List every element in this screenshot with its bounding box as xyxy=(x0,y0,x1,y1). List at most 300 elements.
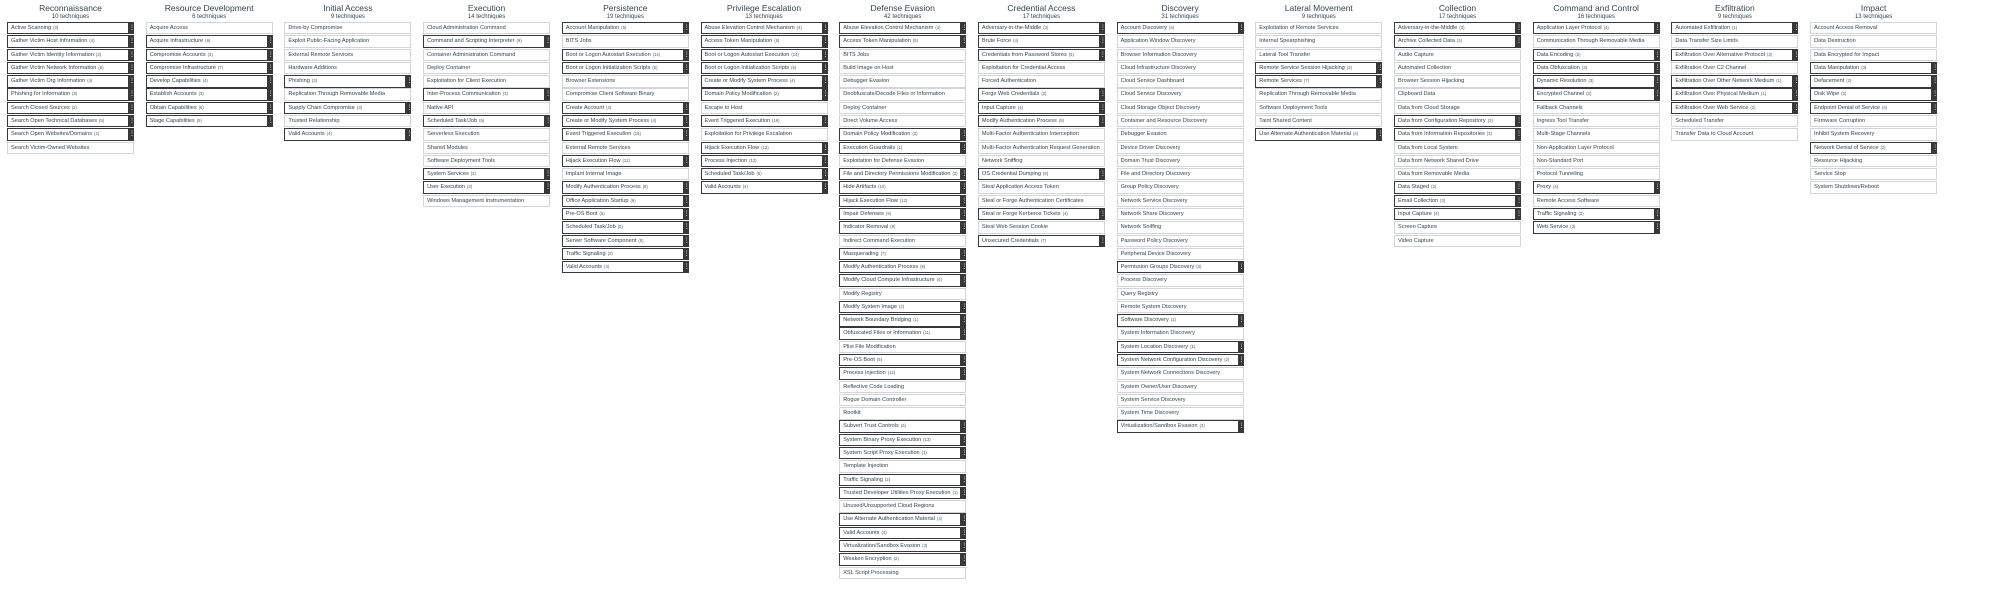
vertical-ellipsis-icon[interactable]: ⋮ xyxy=(1654,184,1661,191)
technique-cell[interactable] xyxy=(562,208,689,220)
technique-cell[interactable] xyxy=(146,102,273,114)
vertical-ellipsis-icon[interactable]: ⋮ xyxy=(683,25,690,31)
technique-cell[interactable] xyxy=(423,35,550,47)
technique-cell[interactable] xyxy=(839,22,966,34)
technique-cell[interactable] xyxy=(1394,128,1521,140)
vertical-ellipsis-icon[interactable]: ⋮ xyxy=(683,131,690,138)
vertical-ellipsis-icon[interactable]: ⋮ xyxy=(961,277,968,284)
technique-cell[interactable] xyxy=(978,62,1105,74)
vertical-ellipsis-icon[interactable]: ⋮ xyxy=(1238,264,1245,271)
technique-cell[interactable] xyxy=(1533,221,1660,233)
technique-cell[interactable] xyxy=(562,75,689,87)
vertical-ellipsis-icon[interactable]: ⋮ xyxy=(961,370,968,377)
technique-cell[interactable] xyxy=(839,407,966,419)
vertical-ellipsis-icon[interactable]: ⋮ xyxy=(267,117,274,124)
technique-cell[interactable] xyxy=(423,102,550,114)
vertical-ellipsis-icon[interactable]: ⋮ xyxy=(683,184,690,191)
technique-cell[interactable] xyxy=(1671,128,1798,140)
vertical-ellipsis-icon[interactable]: ⋮ xyxy=(822,171,829,178)
technique-cell[interactable] xyxy=(1810,142,1937,154)
technique-cell[interactable] xyxy=(1533,128,1660,140)
vertical-ellipsis-icon[interactable]: ⋮ xyxy=(129,131,135,138)
technique-cell[interactable] xyxy=(839,460,966,472)
tactic-header[interactable] xyxy=(1117,3,1244,22)
vertical-ellipsis-icon[interactable]: ⋮ xyxy=(1516,38,1522,45)
technique-cell[interactable] xyxy=(284,49,411,61)
technique-cell[interactable] xyxy=(978,235,1105,247)
vertical-ellipsis-icon[interactable]: ⋮ xyxy=(961,224,968,231)
technique-cell[interactable] xyxy=(1394,142,1521,154)
vertical-ellipsis-icon[interactable]: ⋮ xyxy=(1793,51,1800,58)
vertical-ellipsis-icon[interactable]: ⋮ xyxy=(1238,25,1245,31)
technique-cell[interactable] xyxy=(1533,102,1660,114)
vertical-ellipsis-icon[interactable]: ⋮ xyxy=(961,423,968,430)
vertical-ellipsis-icon[interactable]: ⋮ xyxy=(545,171,552,178)
vertical-ellipsis-icon[interactable]: ⋮ xyxy=(961,529,968,536)
vertical-ellipsis-icon[interactable]: ⋮ xyxy=(545,117,552,124)
technique-cell[interactable] xyxy=(1117,314,1244,326)
vertical-ellipsis-icon[interactable]: ⋮ xyxy=(1932,144,1939,151)
vertical-ellipsis-icon[interactable]: ⋮ xyxy=(961,450,968,456)
vertical-ellipsis-icon[interactable]: ⋮ xyxy=(1099,117,1106,124)
technique-cell[interactable] xyxy=(701,35,828,47)
technique-cell[interactable] xyxy=(1117,221,1244,233)
technique-cell[interactable] xyxy=(1117,354,1244,366)
technique-cell[interactable] xyxy=(7,115,134,127)
technique-cell[interactable] xyxy=(1533,208,1660,220)
tactic-header[interactable] xyxy=(1394,3,1521,22)
technique-cell[interactable] xyxy=(978,88,1105,100)
vertical-ellipsis-icon[interactable]: ⋮ xyxy=(1654,25,1661,31)
technique-cell[interactable] xyxy=(1117,155,1244,167)
technique-cell[interactable] xyxy=(839,527,966,539)
technique-cell[interactable] xyxy=(1117,301,1244,313)
vertical-ellipsis-icon[interactable]: ⋮ xyxy=(545,38,552,45)
technique-cell[interactable] xyxy=(1117,22,1244,34)
technique-cell[interactable] xyxy=(839,49,966,61)
technique-cell[interactable] xyxy=(1533,49,1660,61)
vertical-ellipsis-icon[interactable]: ⋮ xyxy=(1238,357,1245,364)
tactic-header[interactable] xyxy=(7,3,134,22)
vertical-ellipsis-icon[interactable]: ⋮ xyxy=(1654,78,1661,85)
technique-cell[interactable] xyxy=(839,487,966,499)
technique-cell[interactable] xyxy=(1255,88,1382,100)
vertical-ellipsis-icon[interactable]: ⋮ xyxy=(1932,78,1939,85)
technique-cell[interactable] xyxy=(839,128,966,140)
technique-cell[interactable] xyxy=(1117,327,1244,339)
technique-cell[interactable] xyxy=(701,142,828,154)
vertical-ellipsis-icon[interactable]: ⋮ xyxy=(1099,104,1106,111)
technique-cell[interactable] xyxy=(284,128,411,140)
technique-cell[interactable] xyxy=(1810,155,1937,167)
technique-cell[interactable] xyxy=(1117,420,1244,432)
vertical-ellipsis-icon[interactable]: ⋮ xyxy=(961,357,968,364)
vertical-ellipsis-icon[interactable]: ⋮ xyxy=(1654,51,1661,58)
technique-cell[interactable] xyxy=(1117,102,1244,114)
technique-cell[interactable] xyxy=(1255,115,1382,127)
technique-cell[interactable] xyxy=(978,75,1105,87)
technique-cell[interactable] xyxy=(839,102,966,114)
vertical-ellipsis-icon[interactable]: ⋮ xyxy=(1099,25,1106,31)
technique-cell[interactable] xyxy=(978,208,1105,220)
technique-cell[interactable] xyxy=(839,35,966,47)
vertical-ellipsis-icon[interactable]: ⋮ xyxy=(1516,197,1522,204)
technique-cell[interactable] xyxy=(1671,102,1798,114)
tactic-header[interactable] xyxy=(701,3,828,22)
vertical-ellipsis-icon[interactable]: ⋮ xyxy=(822,38,829,45)
technique-cell[interactable] xyxy=(1533,155,1660,167)
technique-cell[interactable] xyxy=(839,513,966,525)
technique-cell[interactable] xyxy=(562,102,689,114)
vertical-ellipsis-icon[interactable]: ⋮ xyxy=(683,51,690,58)
technique-cell[interactable] xyxy=(701,75,828,87)
technique-cell[interactable] xyxy=(1117,394,1244,406)
technique-cell[interactable] xyxy=(839,567,966,579)
technique-cell[interactable] xyxy=(7,142,134,154)
technique-cell[interactable] xyxy=(423,142,550,154)
technique-cell[interactable] xyxy=(146,35,273,47)
technique-cell[interactable] xyxy=(562,115,689,127)
vertical-ellipsis-icon[interactable]: ⋮ xyxy=(822,25,829,31)
vertical-ellipsis-icon[interactable]: ⋮ xyxy=(1793,91,1800,98)
technique-cell[interactable] xyxy=(1394,88,1521,100)
vertical-ellipsis-icon[interactable]: ⋮ xyxy=(129,78,135,85)
vertical-ellipsis-icon[interactable]: ⋮ xyxy=(822,117,829,124)
vertical-ellipsis-icon[interactable]: ⋮ xyxy=(129,117,135,124)
technique-cell[interactable] xyxy=(1394,102,1521,114)
technique-cell[interactable] xyxy=(839,354,966,366)
vertical-ellipsis-icon[interactable]: ⋮ xyxy=(683,224,690,231)
tactic-header[interactable] xyxy=(839,3,966,22)
technique-cell[interactable] xyxy=(839,434,966,446)
technique-cell[interactable] xyxy=(562,22,689,34)
technique-cell[interactable] xyxy=(839,474,966,486)
technique-cell[interactable] xyxy=(1117,274,1244,286)
tactic-header[interactable] xyxy=(146,3,273,22)
technique-cell[interactable] xyxy=(1671,62,1798,74)
vertical-ellipsis-icon[interactable]: ⋮ xyxy=(1377,131,1384,138)
vertical-ellipsis-icon[interactable]: ⋮ xyxy=(961,25,968,31)
vertical-ellipsis-icon[interactable]: ⋮ xyxy=(822,91,829,98)
technique-cell[interactable] xyxy=(978,22,1105,34)
technique-cell[interactable] xyxy=(423,181,550,193)
technique-cell[interactable] xyxy=(1533,168,1660,180)
technique-cell[interactable] xyxy=(839,288,966,300)
technique-cell[interactable] xyxy=(701,181,828,193)
vertical-ellipsis-icon[interactable]: ⋮ xyxy=(267,104,274,111)
technique-cell[interactable] xyxy=(1810,62,1937,74)
technique-cell[interactable] xyxy=(1117,367,1244,379)
vertical-ellipsis-icon[interactable]: ⋮ xyxy=(1654,210,1661,217)
technique-cell[interactable] xyxy=(701,88,828,100)
vertical-ellipsis-icon[interactable]: ⋮ xyxy=(961,250,968,257)
technique-cell[interactable] xyxy=(284,22,411,34)
technique-cell[interactable] xyxy=(562,168,689,180)
technique-cell[interactable] xyxy=(423,62,550,74)
vertical-ellipsis-icon[interactable]: ⋮ xyxy=(1932,64,1939,71)
technique-cell[interactable] xyxy=(1117,128,1244,140)
technique-cell[interactable] xyxy=(1117,261,1244,273)
technique-cell[interactable] xyxy=(839,540,966,552)
technique-cell[interactable] xyxy=(701,168,828,180)
vertical-ellipsis-icon[interactable]: ⋮ xyxy=(129,51,135,58)
technique-cell[interactable] xyxy=(7,49,134,61)
technique-cell[interactable] xyxy=(7,35,134,47)
technique-cell[interactable] xyxy=(146,22,273,34)
vertical-ellipsis-icon[interactable]: ⋮ xyxy=(1238,343,1245,350)
technique-cell[interactable] xyxy=(839,142,966,154)
vertical-ellipsis-icon[interactable]: ⋮ xyxy=(961,556,968,563)
vertical-ellipsis-icon[interactable]: ⋮ xyxy=(961,264,968,271)
technique-cell[interactable] xyxy=(839,314,966,326)
technique-cell[interactable] xyxy=(1117,35,1244,47)
technique-cell[interactable] xyxy=(1394,155,1521,167)
technique-cell[interactable] xyxy=(1117,235,1244,247)
technique-cell[interactable] xyxy=(423,49,550,61)
technique-cell[interactable] xyxy=(1394,208,1521,220)
technique-cell[interactable] xyxy=(1117,49,1244,61)
technique-cell[interactable] xyxy=(839,327,966,339)
technique-cell[interactable] xyxy=(562,35,689,47)
technique-cell[interactable] xyxy=(146,75,273,87)
vertical-ellipsis-icon[interactable]: ⋮ xyxy=(1099,38,1106,45)
technique-cell[interactable] xyxy=(1255,128,1382,140)
vertical-ellipsis-icon[interactable]: ⋮ xyxy=(961,38,968,45)
technique-cell[interactable] xyxy=(562,49,689,61)
technique-cell[interactable] xyxy=(1255,35,1382,47)
vertical-ellipsis-icon[interactable]: ⋮ xyxy=(822,78,829,85)
technique-cell[interactable] xyxy=(978,195,1105,207)
technique-cell[interactable] xyxy=(701,115,828,127)
vertical-ellipsis-icon[interactable]: ⋮ xyxy=(961,171,968,178)
vertical-ellipsis-icon[interactable]: ⋮ xyxy=(1793,78,1800,85)
technique-cell[interactable] xyxy=(562,155,689,167)
vertical-ellipsis-icon[interactable]: ⋮ xyxy=(1099,210,1106,217)
technique-cell[interactable] xyxy=(839,274,966,286)
technique-cell[interactable] xyxy=(1394,35,1521,47)
technique-cell[interactable] xyxy=(1255,62,1382,74)
vertical-ellipsis-icon[interactable]: ⋮ xyxy=(961,542,968,549)
technique-cell[interactable] xyxy=(978,102,1105,114)
technique-cell[interactable] xyxy=(423,128,550,140)
technique-cell[interactable] xyxy=(1394,22,1521,34)
technique-cell[interactable] xyxy=(1117,288,1244,300)
technique-cell[interactable] xyxy=(562,62,689,74)
vertical-ellipsis-icon[interactable]: ⋮ xyxy=(1516,25,1522,31)
technique-cell[interactable] xyxy=(1394,181,1521,193)
technique-cell[interactable] xyxy=(1810,49,1937,61)
technique-cell[interactable] xyxy=(1671,75,1798,87)
technique-cell[interactable] xyxy=(839,301,966,313)
vertical-ellipsis-icon[interactable]: ⋮ xyxy=(1793,104,1800,111)
technique-cell[interactable] xyxy=(839,553,966,565)
vertical-ellipsis-icon[interactable]: ⋮ xyxy=(1099,171,1106,178)
vertical-ellipsis-icon[interactable]: ⋮ xyxy=(129,64,135,71)
technique-cell[interactable] xyxy=(562,181,689,193)
tactic-header[interactable] xyxy=(423,3,550,22)
vertical-ellipsis-icon[interactable]: ⋮ xyxy=(961,330,968,337)
vertical-ellipsis-icon[interactable]: ⋮ xyxy=(683,210,690,217)
technique-cell[interactable] xyxy=(1810,22,1937,34)
technique-cell[interactable] xyxy=(839,221,966,233)
technique-cell[interactable] xyxy=(1117,88,1244,100)
technique-cell[interactable] xyxy=(284,102,411,114)
vertical-ellipsis-icon[interactable]: ⋮ xyxy=(1516,184,1522,191)
technique-cell[interactable] xyxy=(701,62,828,74)
technique-cell[interactable] xyxy=(1810,102,1937,114)
technique-cell[interactable] xyxy=(978,128,1105,140)
technique-cell[interactable] xyxy=(423,88,550,100)
technique-cell[interactable] xyxy=(7,88,134,100)
technique-cell[interactable] xyxy=(1533,35,1660,47)
technique-cell[interactable] xyxy=(1255,102,1382,114)
tactic-header[interactable] xyxy=(978,3,1105,22)
technique-cell[interactable] xyxy=(1810,181,1937,193)
technique-cell[interactable] xyxy=(146,88,273,100)
vertical-ellipsis-icon[interactable]: ⋮ xyxy=(1238,317,1245,324)
vertical-ellipsis-icon[interactable]: ⋮ xyxy=(683,197,690,204)
tactic-header[interactable] xyxy=(1671,3,1798,22)
technique-cell[interactable] xyxy=(978,155,1105,167)
technique-cell[interactable] xyxy=(146,115,273,127)
vertical-ellipsis-icon[interactable]: ⋮ xyxy=(1099,91,1106,98)
technique-cell[interactable] xyxy=(1117,381,1244,393)
technique-cell[interactable] xyxy=(1810,168,1937,180)
technique-cell[interactable] xyxy=(284,75,411,87)
technique-cell[interactable] xyxy=(284,115,411,127)
vertical-ellipsis-icon[interactable]: ⋮ xyxy=(267,78,274,85)
technique-cell[interactable] xyxy=(839,420,966,432)
technique-cell[interactable] xyxy=(1117,168,1244,180)
technique-cell[interactable] xyxy=(701,128,828,140)
technique-cell[interactable] xyxy=(562,248,689,260)
technique-cell[interactable] xyxy=(284,35,411,47)
technique-cell[interactable] xyxy=(1533,115,1660,127)
vertical-ellipsis-icon[interactable]: ⋮ xyxy=(545,91,552,98)
technique-cell[interactable] xyxy=(839,62,966,74)
technique-cell[interactable] xyxy=(7,22,134,34)
technique-cell[interactable] xyxy=(839,394,966,406)
technique-cell[interactable] xyxy=(1810,75,1937,87)
technique-cell[interactable] xyxy=(1394,115,1521,127)
vertical-ellipsis-icon[interactable]: ⋮ xyxy=(1516,131,1522,138)
tactic-header[interactable] xyxy=(1533,3,1660,22)
vertical-ellipsis-icon[interactable]: ⋮ xyxy=(1516,210,1522,217)
technique-cell[interactable] xyxy=(839,168,966,180)
technique-cell[interactable] xyxy=(978,35,1105,47)
technique-cell[interactable] xyxy=(839,367,966,379)
technique-cell[interactable] xyxy=(1117,142,1244,154)
technique-cell[interactable] xyxy=(562,88,689,100)
vertical-ellipsis-icon[interactable]: ⋮ xyxy=(129,25,135,31)
technique-cell[interactable] xyxy=(701,102,828,114)
technique-cell[interactable] xyxy=(1117,195,1244,207)
tactic-header[interactable] xyxy=(1810,3,1937,22)
technique-cell[interactable] xyxy=(839,235,966,247)
technique-cell[interactable] xyxy=(423,22,550,34)
vertical-ellipsis-icon[interactable]: ⋮ xyxy=(129,91,135,98)
technique-cell[interactable] xyxy=(423,75,550,87)
vertical-ellipsis-icon[interactable]: ⋮ xyxy=(267,51,274,58)
vertical-ellipsis-icon[interactable]: ⋮ xyxy=(1516,117,1522,124)
technique-cell[interactable] xyxy=(839,500,966,512)
technique-cell[interactable] xyxy=(562,221,689,233)
vertical-ellipsis-icon[interactable]: ⋮ xyxy=(961,303,968,310)
vertical-ellipsis-icon[interactable]: ⋮ xyxy=(267,38,274,45)
technique-cell[interactable] xyxy=(7,62,134,74)
tactic-header[interactable] xyxy=(1255,3,1382,22)
vertical-ellipsis-icon[interactable]: ⋮ xyxy=(822,184,829,191)
technique-cell[interactable] xyxy=(839,115,966,127)
vertical-ellipsis-icon[interactable]: ⋮ xyxy=(822,157,829,164)
technique-cell[interactable] xyxy=(7,102,134,114)
technique-cell[interactable] xyxy=(1117,341,1244,353)
technique-cell[interactable] xyxy=(1533,62,1660,74)
technique-cell[interactable] xyxy=(1117,248,1244,260)
technique-cell[interactable] xyxy=(1810,128,1937,140)
vertical-ellipsis-icon[interactable]: ⋮ xyxy=(683,117,690,124)
technique-cell[interactable] xyxy=(7,75,134,87)
technique-cell[interactable] xyxy=(1533,181,1660,193)
vertical-ellipsis-icon[interactable]: ⋮ xyxy=(1377,78,1384,85)
technique-cell[interactable] xyxy=(1394,62,1521,74)
vertical-ellipsis-icon[interactable]: ⋮ xyxy=(1377,64,1384,71)
vertical-ellipsis-icon[interactable]: ⋮ xyxy=(129,38,135,45)
technique-cell[interactable] xyxy=(423,115,550,127)
technique-cell[interactable] xyxy=(839,261,966,273)
technique-cell[interactable] xyxy=(978,142,1105,154)
tactic-header[interactable] xyxy=(284,3,411,22)
technique-cell[interactable] xyxy=(1117,181,1244,193)
technique-cell[interactable] xyxy=(1394,75,1521,87)
technique-cell[interactable] xyxy=(839,381,966,393)
technique-cell[interactable] xyxy=(284,88,411,100)
vertical-ellipsis-icon[interactable]: ⋮ xyxy=(683,250,690,257)
vertical-ellipsis-icon[interactable]: ⋮ xyxy=(406,104,413,111)
technique-cell[interactable] xyxy=(1671,49,1798,61)
technique-cell[interactable] xyxy=(839,341,966,353)
tactic-header[interactable] xyxy=(562,3,689,22)
vertical-ellipsis-icon[interactable]: ⋮ xyxy=(1654,91,1661,98)
vertical-ellipsis-icon[interactable]: ⋮ xyxy=(683,157,690,164)
technique-cell[interactable] xyxy=(423,195,550,207)
technique-cell[interactable] xyxy=(701,22,828,34)
vertical-ellipsis-icon[interactable]: ⋮ xyxy=(961,317,968,324)
technique-cell[interactable] xyxy=(1533,195,1660,207)
vertical-ellipsis-icon[interactable]: ⋮ xyxy=(683,104,690,111)
technique-cell[interactable] xyxy=(1117,208,1244,220)
technique-cell[interactable] xyxy=(1394,168,1521,180)
technique-cell[interactable] xyxy=(701,49,828,61)
vertical-ellipsis-icon[interactable]: ⋮ xyxy=(1238,423,1245,430)
technique-cell[interactable] xyxy=(1671,115,1798,127)
vertical-ellipsis-icon[interactable]: ⋮ xyxy=(961,144,968,151)
vertical-ellipsis-icon[interactable]: ⋮ xyxy=(961,436,968,443)
technique-cell[interactable] xyxy=(839,208,966,220)
vertical-ellipsis-icon[interactable]: ⋮ xyxy=(822,64,829,71)
technique-cell[interactable] xyxy=(1810,115,1937,127)
vertical-ellipsis-icon[interactable]: ⋮ xyxy=(129,104,135,111)
vertical-ellipsis-icon[interactable]: ⋮ xyxy=(1654,224,1661,231)
technique-cell[interactable] xyxy=(839,75,966,87)
technique-cell[interactable] xyxy=(1810,88,1937,100)
vertical-ellipsis-icon[interactable]: ⋮ xyxy=(961,516,968,523)
vertical-ellipsis-icon[interactable]: ⋮ xyxy=(683,237,690,244)
technique-cell[interactable] xyxy=(839,155,966,167)
vertical-ellipsis-icon[interactable]: ⋮ xyxy=(822,51,829,58)
technique-cell[interactable] xyxy=(1117,75,1244,87)
technique-cell[interactable] xyxy=(1394,195,1521,207)
